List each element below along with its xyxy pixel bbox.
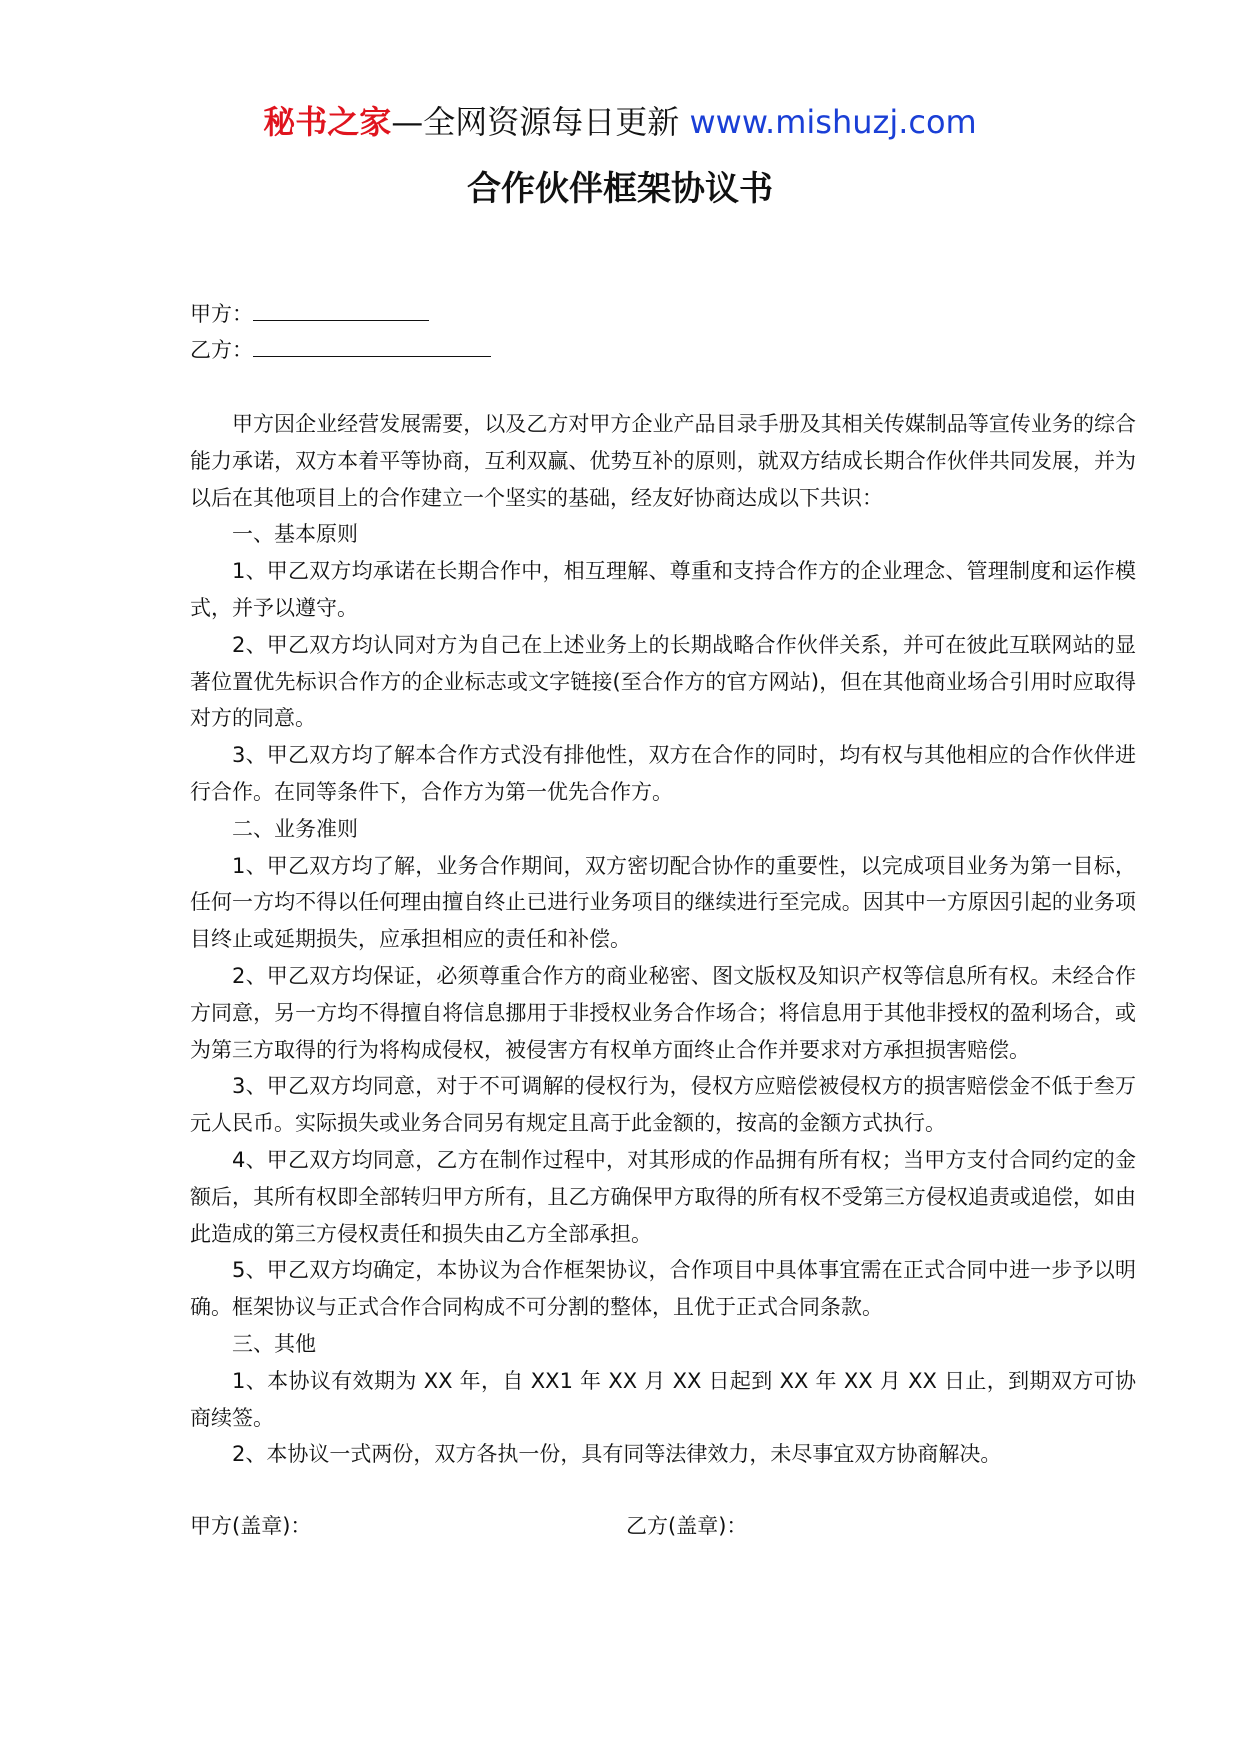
clause-paragraph: 2、甲乙双方均认同对方为自己在上述业务上的长期战略合作伙伴关系，并可在彼此互联网站的显著位置优先标识合作方的企业标志或文字链接(至合作方的官方网站)，但在其他商业场合引用时应取得对方的同意。 (190, 632, 1136, 731)
clause-paragraph: 3、甲乙双方均同意，对于不可调解的侵权行为，侵权方应赔偿被侵权方的损害赔偿金不低于叁万元人民币。实际损失或业务合同另有规定且高于此金额的，按高的金额方式执行。 (190, 1074, 1136, 1136)
party-b-blank (253, 332, 491, 357)
party-a-signature: 甲方(盖章)： (190, 1514, 312, 1538)
clause-paragraph: 1、甲乙双方均承诺在长期合作中，相互理解、尊重和支持合作方的企业理念、管理制度和运作模式，并予以遵守。 (190, 559, 1136, 620)
clause-paragraph: 5、甲乙双方均确定，本协议为合作框架协议，合作项目中具体事宜需在正式合同中进一步予以明确。框架协议与正式合作合同构成不可分割的整体，且优于正式合同条款。 (190, 1258, 1136, 1320)
intro-paragraph: 甲方因企业经营发展需要，以及乙方对甲方企业产品目录手册及其相关传媒制品等宣传业务的综合能力承诺，双方本着平等协商，互利双赢、优势互补的原则，就双方结成长期合作伙伴共同发展，并为以后在其他项目上的合作建立一个坚实的基础，经友好协商达成以下共识： (190, 412, 1136, 510)
section-heading: 一、基本原则 (232, 522, 358, 547)
party-b-line (190, 332, 1070, 368)
clause-paragraph: 2、本协议一式两份，双方各执一份，具有同等法律效力，未尽事宜双方协商解决。 (232, 1442, 1002, 1467)
clause-paragraph: 3、甲乙双方均了解本合作方式没有排他性，双方在合作的同时，均有权与其他相应的合作伙伴进行合作。在同等条件下，合作方为第一优先合作方。 (190, 743, 1136, 804)
section-heading: 二、业务准则 (232, 816, 358, 841)
signature-block (190, 1508, 1136, 1548)
header-tagline: —全网资源每日更新 (391, 103, 690, 141)
party-a-blank (253, 296, 429, 321)
party-b-signature: 乙方(盖章)： (626, 1514, 748, 1538)
document-title: 合作伙伴框架协议书 (467, 169, 773, 209)
brand-name: 秘书之家 (263, 103, 392, 141)
site-header (0, 100, 1240, 144)
clause-paragraph: 4、甲乙双方均同意，乙方在制作过程中，对其形成的作品拥有所有权；当甲方支付合同约定的金额后，其所有权即全部转归甲方所有，且乙方确保甲方取得的所有权不受第三方侵权追责或追偿，如由此造成的第三方侵权责任和损失由乙方全部承担。 (190, 1147, 1136, 1246)
clause-paragraph: 1、本协议有效期为 XX 年，自 XX1 年 XX 月 XX 日起到 XX 年 XX 月 XX 日止，到期双方可协商续签。 (190, 1368, 1136, 1430)
parties-block (190, 296, 1070, 368)
section-heading: 三、其他 (232, 1331, 316, 1356)
clause-paragraph: 1、甲乙双方均了解，业务合作期间，双方密切配合协作的重要性，以完成项目业务为第一目标，任何一方均不得以任何理由擅自终止已进行业务项目的继续进行至完成。因其中一方原因引起的业务项目终止或延期损失，应承担相应的责任和补偿。 (190, 853, 1136, 952)
agreement-body (190, 406, 1136, 1473)
site-url-link[interactable]: www.mishuzj.com (689, 103, 977, 141)
party-a-line (190, 296, 1070, 332)
party-a-label: 甲方： (190, 302, 253, 326)
party-b-label: 乙方： (190, 338, 253, 362)
clause-paragraph: 2、甲乙双方均保证，必须尊重合作方的商业秘密、图文版权及知识产权等信息所有权。未经合作方同意，另一方均不得擅自将信息挪用于非授权业务合作场合；将信息用于其他非授权的盈利场合，或为第三方取得的行为将构成侵权，被侵害方有权单方面终止合作并要求对方承担损害赔偿。 (190, 963, 1136, 1062)
